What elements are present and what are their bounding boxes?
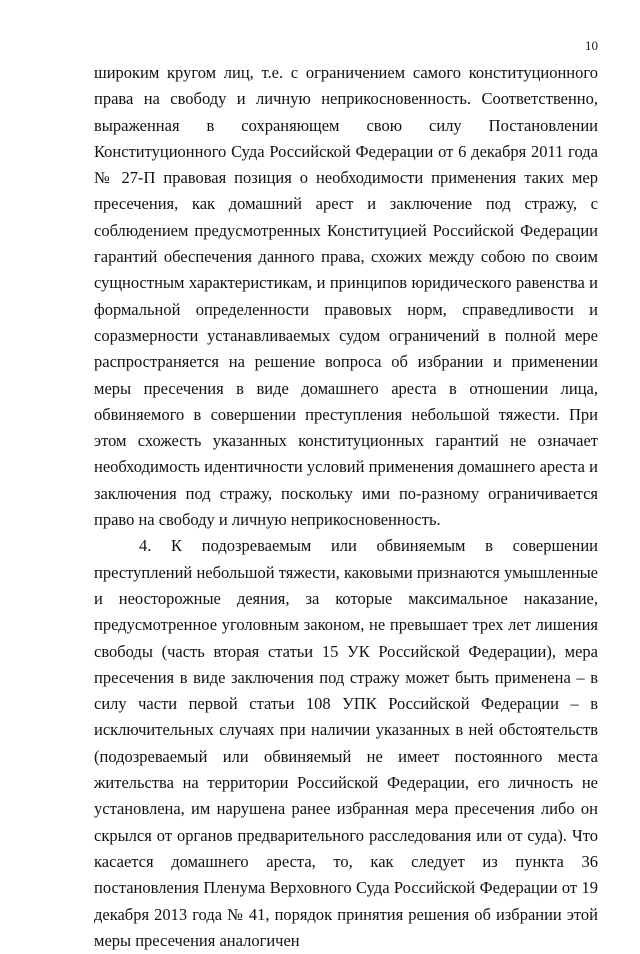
- paragraph-point-4: 4. К подозреваемым или обвиняемым в совершении преступлений небольшой тяжести, каковыми признаются умышленные и неосторожные деяния, за которые максимальное наказание, предусмотренное уголовным законом, не превышает трех лет лишения свободы (часть вторая статьи 15 УК Российской Федерации), мера пресечения в виде заключения под стражу может быть применена – в силу части первой статьи 108 УПК Российской Федерации – в исключительных случаях при наличии указанных в ней обстоятельств (подозреваемый или обвиняемый не имеет постоянного места жительства на территории Российской Федерации, его личность не установлена, им нарушена ранее избранная мера пресечения либо он скрылся от органов предварительного расследования или от суда). Что касается домашнего ареста, то, как следует из пункта 36 постановления Пленума Верховного Суда Российской Федерации от 19 декабря 2013 года № 41, порядок принятия решения об избрании этой меры пресечения аналогичен: [94, 536, 598, 950]
- document-body: [94, 60, 598, 954]
- page-number: 10: [585, 38, 598, 53]
- paragraph-continuation: широким кругом лиц, т.е. с ограничением самого конституционного права на свободу и личную неприкосновенность. Соответственно, выраженная в сохраняющем свою силу Постановлении Конституционного Суда Российской Федерации от 6 декабря 2011 года № 27-П правовая позиция о необходимости применения таких мер пресечения, как домашний арест и заключение под стражу, с соблюдением предусмотренных Конституцией Российской Федерации гарантий обеспечения данного права, схожих между собою по своим сущностным характеристикам, и принципов юридического равенства и формальной определенности правовых норм, справедливости и соразмерности устанавливаемых судом ограничений в полной мере распространяется на решение вопроса об избрании и применении меры пресечения в виде домашнего ареста в отношении лица, обвиняемого в совершении преступления небольшой тяжести. При этом схожесть указанных конституционных гарантий не означает необходимость идентичности условий применения домашнего ареста и заключения под стражу, поскольку ими по-разному ограничивается право на свободу и личную неприкосновенность.: [94, 63, 598, 530]
